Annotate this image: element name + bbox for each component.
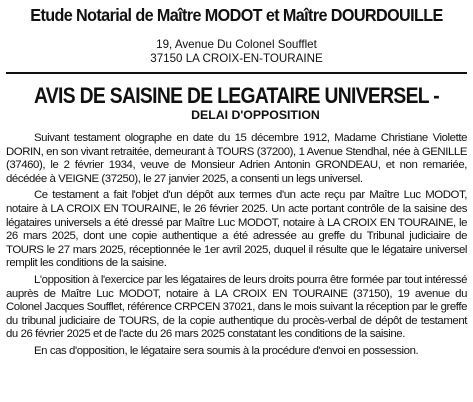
header-divider: [6, 72, 467, 74]
office-street-address: 19, Avenue Du Colonel Soufflet: [156, 38, 317, 51]
paragraph-testament: Suivant testament olographe en date du 15 décembre 1912, Madame Christiane Violette DORIN, en son vivant retraitée, demeurant à TOURS (37200), 1 Avenue Stendhal, née à GENILLE (37460), le 2 février 1934, veuve de Monsieur Adrien Antonin GRONDEAU, et non remariée, décédée à VEIGNE (37250), le 27 janvier 2025, a consenti un legs universel.: [6, 132, 467, 185]
notice-subtitle: DELAI D'OPPOSITION: [191, 108, 320, 122]
notary-office-title: Etude Notarial de Maître MODOT et Maître DOURDOUILLE: [30, 5, 443, 25]
paragraph-deposit: Ce testament a fait l'objet d'un dépôt aux termes d'un acte reçu par Maître Luc MODOT, notaire à LA CROIX EN TOURAINE, le 26 février 2025. Un acte portant contrôle de la saisine des légataires universels a été dressé par Maître Luc MODOT, notaire à LA CROIX EN TOURAINE, le 26 mars 2025, dont une copie authentique a été adressée au greffe du Tribunal judiciaire de TOURS le 27 mars 2025, réceptionnée le 1er avril 2025, duquel il résulte que le légataire universel remplit les conditions de la saisine.: [6, 189, 467, 270]
paragraph-opposition: L'opposition à l'exercice par les légataires de leurs droits pourra être formée par tout intéressé auprès de Maître Luc MODOT, notaire à LA CROIX EN TOURAINE (37150), 19 avenue du Colonel Jacques Soufflet, référence CRPCEN 37021, dans le mois suivant la réception par le greffe du tribunal judiciaire de TOURS, de la copie authentique du procès-verbal de dépôt de testament du 26 février 2025 et de l'acte du 26 mars 2025 constatant les conditions de la saisine.: [6, 273, 467, 341]
paragraph-procedure: En cas d'opposition, le légataire sera soumis à la procédure d'envoi en possession.: [34, 344, 419, 357]
notice-title: AVIS DE SAISINE DE LEGATAIRE UNIVERSEL -: [33, 83, 440, 108]
office-city-address: 37150 LA CROIX-EN-TOURAINE: [150, 52, 323, 65]
notice-body: [4, 132, 469, 359]
